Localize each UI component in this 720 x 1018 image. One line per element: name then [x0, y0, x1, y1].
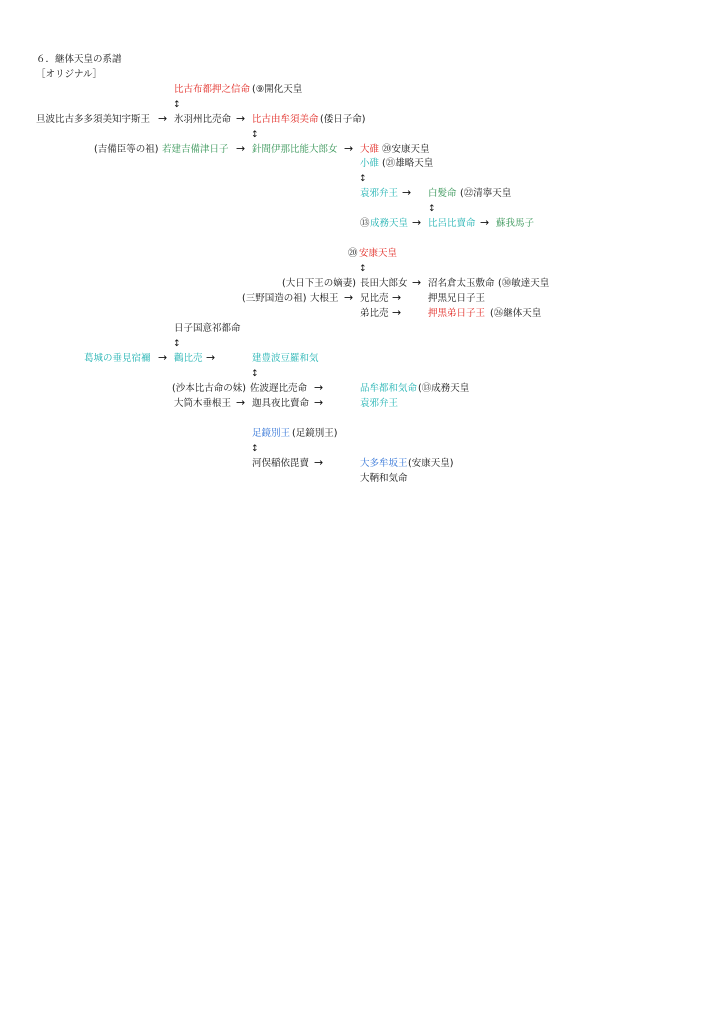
name-nunakura: 沼名倉太玉敷命: [428, 278, 495, 289]
marriage-link-icon: ↕: [428, 204, 436, 214]
marriage-link-icon: ↕: [251, 130, 259, 140]
name-hirohime: 比呂比賣命: [428, 218, 476, 229]
arrow-icon: →: [392, 306, 402, 319]
name-katsuragi-tarumi: 葛城の垂見宿禰: [84, 353, 151, 364]
name-saho-sister-note: (沙本比古命の妹): [172, 383, 246, 394]
name-nagata-oiratsume: 長田大郎女: [360, 278, 408, 289]
arrow-icon: →: [412, 276, 422, 289]
name-ehime: 兄比売: [360, 293, 389, 304]
name-homutsuwake: 品牟都和気命: [360, 383, 418, 394]
arrow-icon: →: [344, 291, 354, 304]
name-oshiguro-e: 押黒兄日子王: [428, 293, 486, 304]
arrow-icon: →: [236, 142, 246, 155]
name-kaguyahime: 迦具夜比賣命: [252, 398, 310, 409]
name-wakatake-kibitsuhiko: 若建吉備津日子: [162, 144, 229, 155]
document-title: ６．継体天皇の系譜: [36, 54, 122, 65]
name-otomowake: 大鞆和気命: [360, 473, 408, 484]
marriage-link-icon: ↕: [173, 339, 181, 349]
marriage-link-icon: ↕: [251, 369, 259, 379]
name-bidatsu-tenno: (㉚敏達天皇: [498, 278, 550, 289]
name-otsutsuki: 大筒木垂根王: [174, 398, 232, 409]
name-taketoyo: 建豊波豆羅和気: [252, 353, 319, 364]
arrow-icon: →: [158, 351, 168, 364]
name-ousu-small: 小碓: [360, 158, 380, 169]
name-oone: 大根王: [310, 293, 339, 304]
name-kibi-ancestor: (吉備臣等の祖): [94, 144, 159, 155]
arrow-icon: →: [314, 381, 324, 394]
name-otamusaka: 大多牟坂王: [360, 458, 408, 469]
arrow-icon: →: [392, 291, 402, 304]
name-anko-tenno: ⑳安康天皇: [382, 144, 430, 155]
name-kawamata-inayori: 河俣稲依毘賣: [252, 458, 310, 469]
name-seimu-note: (⑬成務天皇: [418, 383, 470, 394]
name-yuryaku-tenno: (㉑雄略天皇: [382, 158, 434, 169]
name-anko: 安康天皇: [359, 248, 398, 259]
document-subtitle: ［オリジナル］: [36, 69, 103, 80]
arrow-icon: →: [314, 456, 324, 469]
name-okusaka-wife-note: (大日下王の嫡妻): [282, 278, 356, 289]
arrow-icon: →: [402, 186, 412, 199]
arrow-icon: →: [480, 216, 490, 229]
name-hibasu-hime: 氷羽州比売命: [174, 114, 232, 125]
name-ashikagami-note: (足鏡別王): [292, 428, 338, 439]
name-seimu-number: ⑬: [360, 218, 370, 229]
arrow-icon: →: [314, 396, 324, 409]
name-ashikagami: 足鏡別王: [252, 428, 291, 439]
name-keitai-tenno: (㉖継体天皇: [490, 308, 542, 319]
name-hikoimasu: 日子国意祁都命: [174, 323, 241, 334]
name-hikofutsu: 比古布都押之信命: [174, 84, 251, 95]
marriage-link-icon: ↕: [359, 264, 367, 274]
arrow-icon: →: [344, 142, 354, 155]
name-hikoyumusumi: 比古由牟須美命: [252, 114, 319, 125]
name-oshiguro-oto: 押黒弟日子王: [428, 308, 486, 319]
marriage-link-icon: ↕: [251, 444, 259, 454]
arrow-icon: →: [206, 351, 216, 364]
name-shiraka: 白髪命: [428, 188, 457, 199]
name-washihime: 鸛比売: [174, 353, 203, 364]
name-sahaji-hime: 佐波遅比売命: [250, 383, 308, 394]
arrow-icon: →: [236, 396, 246, 409]
arrow-icon: →: [236, 112, 246, 125]
name-seinei-tenno: (㉒清寧天皇: [460, 188, 512, 199]
name-tanba-hiko: 旦波比古多多須美知宇斯王: [36, 114, 151, 125]
name-seimu-tenno: 成務天皇: [370, 218, 409, 229]
name-anko-number: ⑳: [348, 248, 358, 259]
marriage-link-icon: ↕: [173, 100, 181, 110]
name-ozanobe-2: 袁邪弁王: [360, 398, 399, 409]
arrow-icon: →: [158, 112, 168, 125]
name-harima-inabi: 針間伊那比能大郎女: [252, 144, 338, 155]
name-ousu: 大碓: [360, 144, 380, 155]
name-ozanobe: 袁邪弁王: [360, 188, 399, 199]
name-yamatohiko: (倭日子命): [320, 114, 366, 125]
name-soga-umako: 蘇我馬子: [496, 218, 535, 229]
arrow-icon: →: [412, 216, 422, 229]
name-kaika-tenno: (⑨開化天皇: [252, 84, 303, 95]
marriage-link-icon: ↕: [359, 174, 367, 184]
name-anko-note: (安康天皇): [408, 458, 454, 469]
name-mino-ancestor: (三野国造の祖): [242, 293, 307, 304]
name-otohime: 弟比売: [360, 308, 389, 319]
